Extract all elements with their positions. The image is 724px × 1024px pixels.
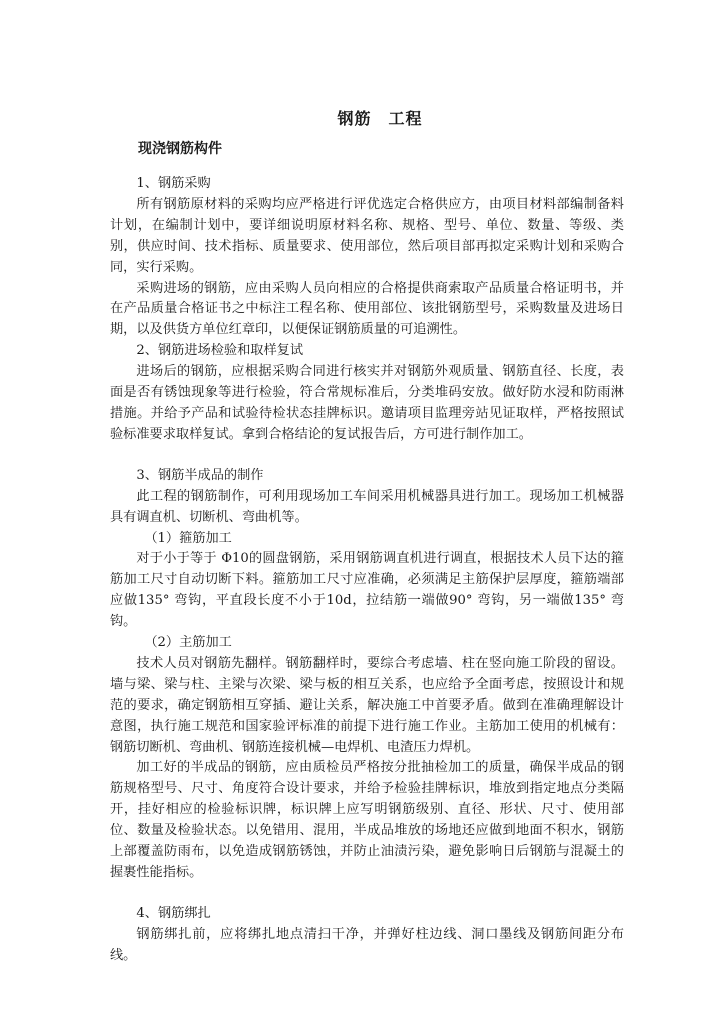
paragraph: 采购进场的钢筋，应由采购人员向相应的合格提供商索取产品质量合格证明书，并在产品质量合格证书之中标注工程名称、使用部位、该批钢筋型号，采购数量及进场日期，以及供货方单位红章印，以便保证钢筋质量的可追溯性。 [110, 280, 624, 338]
section-subtitle: 现浇钢筋构件 [138, 141, 222, 157]
subsection-heading: （2）主筋加工 [144, 635, 232, 651]
section-heading: 4、钢筋绑扎 [136, 905, 211, 921]
document-body [110, 174, 624, 967]
subsection-heading: （1）箍筋加工 [144, 530, 232, 546]
paragraph: 对于小于等于 Φ10的圆盘钢筋，采用钢筋调直机进行调直，根据技术人员下达的箍筋加工尺寸自动切断下料。箍筋加工尺寸应准确，必须满足主筋保护层厚度，箍筋端部应做135° 弯钩，平直段长度不小于10d，拉结筋一端做90° 弯钩，另一端做135° 弯钩。 [110, 551, 624, 630]
paragraph: 技术人员对钢筋先翻样。钢筋翻样时，要综合考虑墙、柱在竖向施工阶段的留设。墙与梁、梁与柱、主梁与次梁、梁与板的相互关系，也应给予全面考虑，按照设计和规范的要求，确定钢筋相互穿插、避让关系，解决施工中首要矛盾。做到在准确理解设计意图，执行施工规范和国家验评标准的前提下进行施工作业。主筋加工使用的机械有：钢筋切断机、弯曲机、钢筋连接机械—电焊机、电渣压力焊机。 [110, 655, 624, 755]
paragraph: 钢筋绑扎前，应将绑扎地点清扫干净，并弹好柱边线、洞口墨线及钢筋间距分布线。 [110, 926, 624, 963]
paragraph: 所有钢筋原材料的采购均应严格进行评优选定合格供应方，由项目材料部编制备料计划，在编制计划中，要详细说明原材料名称、规格、型号、单位、数量、等级、类别，供应时间、技术指标、质量要求、使用部位，然后项目部再拟定采购计划和采购合同，实行采购。 [110, 196, 624, 275]
paragraph-gap [110, 884, 624, 904]
paragraph: 加工好的半成品的钢筋，应由质检员严格按分批抽检加工的质量，确保半成品的钢筋规格型号、尺寸、角度符合设计要求，并给予检验挂牌标识，堆放到指定地点分类隔开，挂好相应的检验标识牌，标识牌上应写明钢筋级别、直径、形状、尺寸、使用部位、数量及检验状态。以免错用、混用，半成品堆放的场地还应做到地面不积水，钢筋上部覆盖防雨布，以免造成钢筋锈蚀，并防止油渍污染，避免影响日后钢筋与混凝土的握裹性能指标。 [110, 760, 624, 880]
section-heading: 3、钢筋半成品的制作 [136, 467, 264, 483]
paragraph: 进场后的钢筋，应根据采购合同进行核实并对钢筋外观质量、钢筋直径、长度，表面是否有锈蚀现象等进行检验，符合常规标准后，分类堆码安放。做好防水浸和防雨淋措施。并给予产品和试验待检状态挂牌标识。邀请项目监理旁站见证取样，严格按照试验标准要求取样复试。拿到合格结论的复试报告后，方可进行制作加工。 [110, 364, 624, 442]
paragraph-gap [110, 446, 624, 466]
document-title: 钢筋 工程 [337, 109, 423, 128]
paragraph: 此工程的钢筋制作，可利用现场加工车间采用机械器具进行加工。现场加工机械器具有调直机、切断机、弯曲机等。 [110, 488, 624, 525]
section-heading: 1、钢筋采购 [136, 176, 211, 191]
section-heading: 2、钢筋进场检验和取样复试 [136, 343, 304, 359]
